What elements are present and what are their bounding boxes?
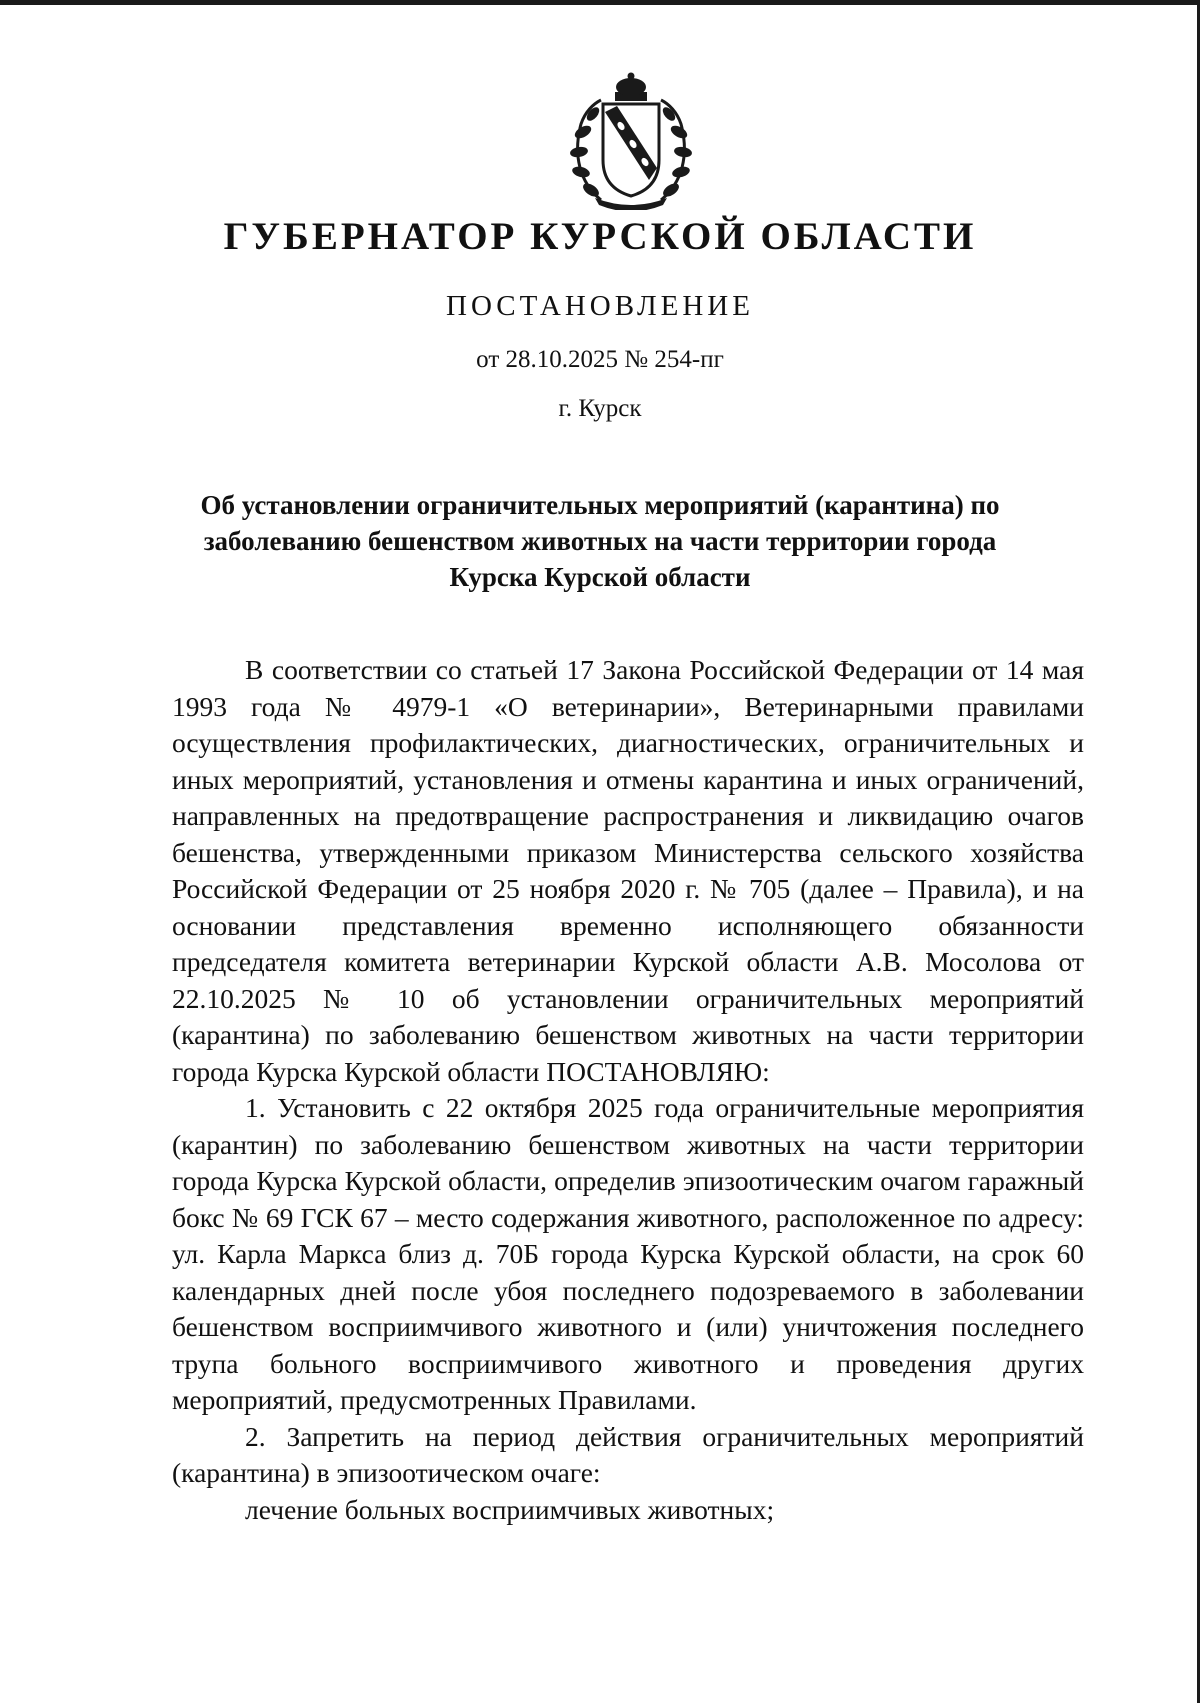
issuing-authority: ГУБЕРНАТОР КУРСКОЙ ОБЛАСТИ xyxy=(223,215,977,258)
scan-border-top xyxy=(0,0,1200,5)
document-city: г. Курск xyxy=(558,395,642,422)
clause-1-paragraph: 1. Установить с 22 октября 2025 года ограничительные мероприятия (карантин) по заболеванию бешенством животных на части территории города Курска Курской области, определив эпизоотическим очагом гаражный бокс № 69 ГСК 67 – место содержания животного, расположенное по адресу: ул. Карла Маркса близ д. 70Б города Курска Курской области, на срок 60 календарных дней после убоя последнего подозреваемого в заболевании бешенством восприимчивого животного и (или) уничтожения последнего трупа больного восприимчивого животного и проведения других мероприятий, предусмотренных Правилами. xyxy=(172,1092,1084,1415)
clause-2-paragraph: 2. Запретить на период действия ограничительных мероприятий (карантина) в эпизоотическом очаге: xyxy=(172,1420,1084,1488)
preamble-paragraph: В соответствии со статьей 17 Закона Российской Федерации от 14 мая 1993 года № 4979-1 «О ветеринарии», Ветеринарными правилами осуществления профилактических, диагностических, ограничительных и иных мероприятий, установления и отмены карантина и иных ограничений, направленных на предотвращение распространения и ликвидацию очагов бешенства, утвержденными приказом Министерства сельского хозяйства Российской Федерации от 25 ноября 2020 г. № 705 (далее – Правила), и на основании представления временно исполняющего обязанности председателя комитета ветеринарии Курской области А.В. Мосолова от 22.10.2025 № 10 об установлении ограничительных мероприятий (карантина) по заболеванию бешенством животных на части территории города Курска Курской области ПОСТАНОВЛЯЮ: xyxy=(172,654,1084,1087)
document-date-number: от 28.10.2025 № 254-пг xyxy=(476,346,724,373)
clause-2-item: лечение больных восприимчивых животных; xyxy=(245,1493,775,1525)
kursk-oblast-coat-of-arms-icon xyxy=(565,72,697,210)
document-type: ПОСТАНОВЛЕНИЕ xyxy=(446,290,754,322)
document-subject: Об установлении ограничительных мероприятий (карантина) по заболеванию бешенством животных на части территории города Курска Курской области xyxy=(200,490,1000,592)
document-body xyxy=(172,652,1084,1528)
